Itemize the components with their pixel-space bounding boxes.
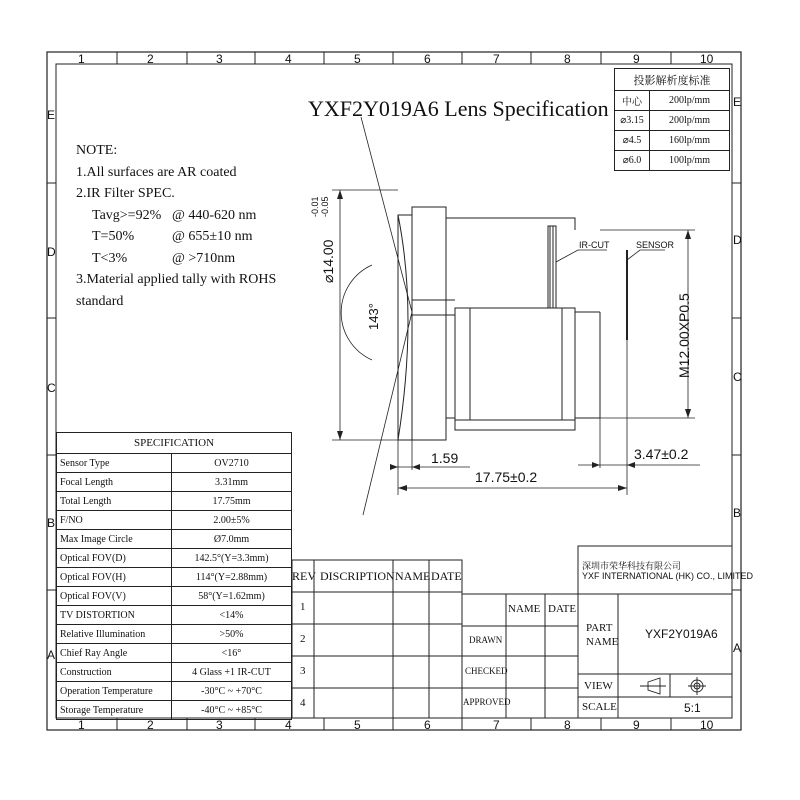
notes-line: 3.Material applied tally with ROHS — [76, 272, 277, 287]
spec-value: 17.75mm — [172, 492, 292, 511]
notes-line: 2.IR Filter SPEC. — [76, 186, 175, 201]
rev-number: 1 — [300, 601, 306, 613]
spec-value: -30°C ~ +70°C — [172, 682, 292, 701]
table-row — [615, 111, 730, 131]
spec-value: 3.31mm — [172, 473, 292, 492]
spec-value: >50% — [172, 625, 292, 644]
dim-1-59: 1.59 — [431, 450, 459, 466]
resolution-value: 160lp/mm — [650, 131, 730, 151]
dim-3-47: 3.47±0.2 — [634, 446, 689, 462]
spec-key: Optical FOV(D) — [57, 549, 172, 568]
leaders — [556, 250, 665, 262]
spec-value: 2.00±5% — [172, 511, 292, 530]
specification-table — [56, 432, 292, 720]
table-row — [57, 625, 292, 644]
resolution-table — [614, 68, 730, 171]
col-label: 9 — [633, 718, 640, 732]
col-label: 2 — [147, 718, 154, 732]
col-label: 5 — [354, 718, 361, 732]
notes-range: @ 655±10 nm — [172, 229, 253, 244]
table-row — [615, 91, 730, 111]
notes-heading: NOTE: — [76, 143, 118, 158]
spec-key: F/NO — [57, 511, 172, 530]
part-name-value: YXF2Y019A6 — [645, 627, 718, 641]
rev-number: 2 — [300, 633, 306, 645]
col-label: 4 — [285, 52, 292, 66]
view-label: VIEW — [584, 680, 613, 692]
table-row — [57, 473, 292, 492]
spec-value: 4 Glass +1 IR-CUT — [172, 663, 292, 682]
sensor-label: SENSOR — [636, 240, 675, 250]
rev-number: 3 — [300, 665, 306, 677]
spec-key: TV DISTORTION — [57, 606, 172, 625]
spec-value: -40°C ~ +85°C — [172, 701, 292, 720]
resolution-header: 投影解析度标准 — [615, 69, 730, 91]
col-label: 10 — [700, 718, 714, 732]
ir-cut-label: IR-CUT — [579, 240, 610, 250]
col-label: 8 — [564, 52, 571, 66]
row-label: C — [733, 370, 742, 384]
notes-spec: T<3% — [92, 250, 128, 266]
row-label: B — [47, 516, 56, 530]
part-name-label: PART — [586, 622, 613, 634]
spec-key: Focal Length — [57, 473, 172, 492]
signoff-date-header: DATE — [548, 603, 577, 615]
col-label: 3 — [216, 718, 223, 732]
col-label: 6 — [424, 718, 431, 732]
rev-number: 4 — [300, 697, 306, 709]
spec-value: 114°(Y=2.88mm) — [172, 568, 292, 587]
spec-value: Ø7.0mm — [172, 530, 292, 549]
description-header: DISCRIPTION — [320, 569, 395, 583]
notes-line: 1.All surfaces are AR coated — [76, 164, 237, 180]
table-row — [57, 454, 292, 473]
signoff-name-header: NAME — [508, 603, 541, 615]
rev-header: REV — [292, 569, 316, 583]
col-label: 2 — [147, 52, 154, 66]
table-row — [57, 644, 292, 663]
row-label: E — [733, 95, 742, 109]
col-label: 7 — [493, 718, 500, 732]
table-row — [57, 492, 292, 511]
table-row — [57, 587, 292, 606]
page-title: YXF2Y019A6 Lens Specification — [308, 96, 609, 121]
spec-key: Chief Ray Angle — [57, 644, 172, 663]
spec-key: Sensor Type — [57, 454, 172, 473]
col-label: 1 — [78, 718, 85, 732]
spec-value: 58°(Y=1.62mm) — [172, 587, 292, 606]
table-row — [57, 701, 292, 720]
spec-key: Max Image Circle — [57, 530, 172, 549]
col-label: 8 — [564, 718, 571, 732]
spec-key: Storage Temperature — [57, 701, 172, 720]
notes-line: standard — [76, 293, 124, 309]
spec-value: 142.5°(Y=3.3mm) — [172, 549, 292, 568]
company-name-cn: 深圳市荣华科技有限公司 — [582, 561, 682, 571]
table-row — [57, 549, 292, 568]
notes-range: @ 440-620 nm — [172, 207, 257, 223]
table-row — [57, 682, 292, 701]
table-row — [57, 511, 292, 530]
specification-header: SPECIFICATION — [57, 433, 292, 454]
table-row — [615, 151, 730, 171]
table-row — [615, 131, 730, 151]
diameter-value: ⌀14.00 — [320, 239, 336, 283]
name-header: NAME — [395, 569, 431, 583]
approved-label: APPROVED — [463, 697, 511, 707]
thread-label: M12.00XP0.5 — [676, 293, 692, 378]
row-label: D — [47, 245, 56, 259]
row-label: B — [733, 506, 742, 520]
angle-label: 143° — [366, 303, 381, 330]
spec-value: <14% — [172, 606, 292, 625]
table-row — [57, 606, 292, 625]
diameter-tol-top: -0.01 — [310, 196, 320, 217]
col-label: 9 — [633, 52, 640, 66]
spec-key: Construction — [57, 663, 172, 682]
col-label: 4 — [285, 718, 292, 732]
resolution-pos: ⌀4.5 — [615, 131, 650, 151]
resolution-value: 200lp/mm — [650, 91, 730, 111]
resolution-value: 100lp/mm — [650, 151, 730, 171]
table-row — [57, 568, 292, 587]
notes-spec: Tavg>=92% — [92, 207, 162, 223]
row-label: D — [733, 233, 742, 247]
col-label: 1 — [78, 52, 85, 66]
resolution-value: 200lp/mm — [650, 111, 730, 131]
row-label: C — [47, 381, 56, 395]
spec-value: <16° — [172, 644, 292, 663]
resolution-pos: 中心 — [615, 91, 650, 111]
scale-value: 5:1 — [684, 701, 701, 715]
table-row — [57, 663, 292, 682]
col-label: 6 — [424, 52, 431, 66]
spec-key: Optical FOV(V) — [57, 587, 172, 606]
notes-range: @ >710nm — [172, 250, 236, 266]
resolution-pos: ⌀3.15 — [615, 111, 650, 131]
resolution-pos: ⌀6.0 — [615, 151, 650, 171]
diameter-tol-bottom: -0.05 — [320, 196, 330, 217]
spec-value: OV2710 — [172, 454, 292, 473]
notes-spec: T=50% — [92, 229, 135, 244]
row-label: A — [733, 641, 742, 655]
row-label: E — [47, 108, 56, 122]
company-name-en: YXF INTERNATIONAL (HK) CO., LIMITED — [582, 571, 754, 581]
col-label: 7 — [493, 52, 500, 66]
part-name-label: NAME — [586, 636, 619, 648]
drawn-label: DRAWN — [469, 635, 503, 645]
checked-label: CHECKED — [465, 666, 508, 676]
date-header: DATE — [431, 569, 462, 583]
barrel-bottom-edge — [398, 418, 575, 440]
spec-key: Total Length — [57, 492, 172, 511]
spec-key: Operation Temperature — [57, 682, 172, 701]
dim-17-75: 17.75±0.2 — [475, 469, 538, 485]
notes-block — [76, 140, 276, 312]
table-row — [57, 530, 292, 549]
spec-key: Relative Illumination — [57, 625, 172, 644]
row-label: A — [47, 648, 56, 662]
scale-label: SCALE — [582, 701, 617, 713]
col-label: 3 — [216, 52, 223, 66]
diameter-label — [300, 239, 336, 283]
spec-key: Optical FOV(H) — [57, 568, 172, 587]
col-label: 5 — [354, 52, 361, 66]
col-label: 10 — [700, 52, 714, 66]
